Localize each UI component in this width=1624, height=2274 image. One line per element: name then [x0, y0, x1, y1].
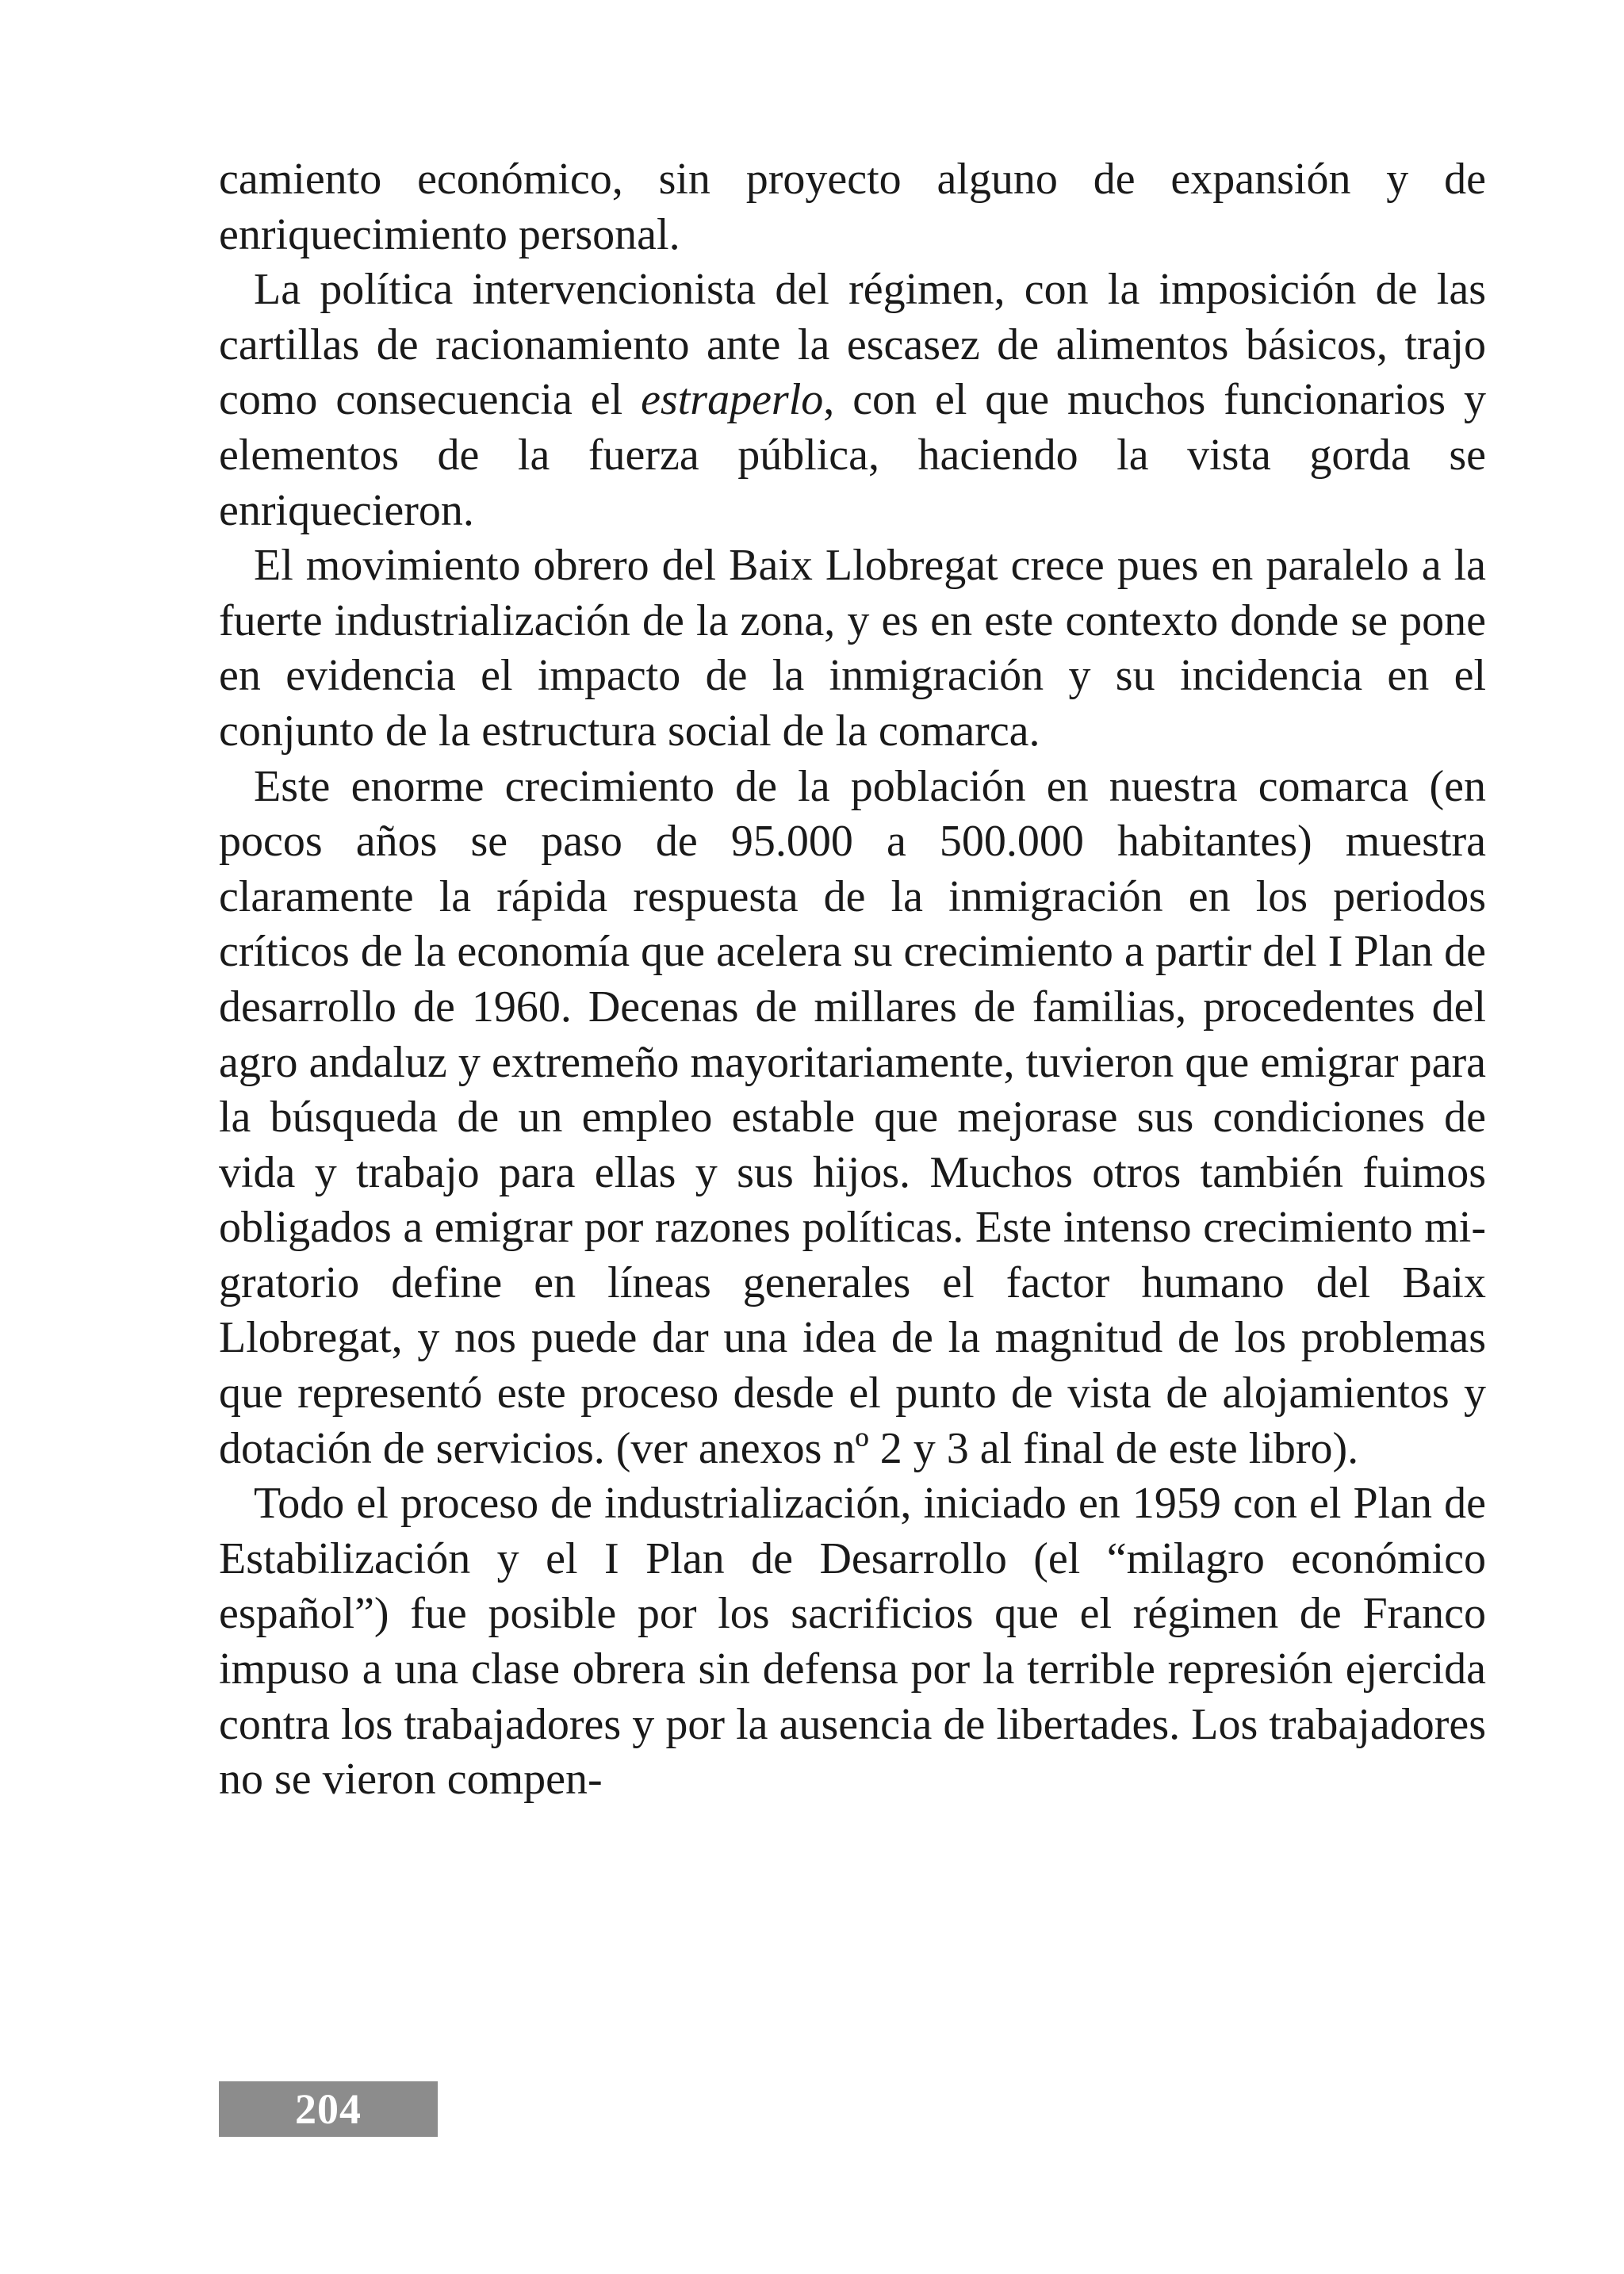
page-number: 204 [295, 2085, 362, 2133]
body-text [219, 152, 1486, 1808]
paragraph-3: El movimiento obrero del Baix Llobregat crece pues en paralelo a la fuerte industrialización de la zona, y es en este contexto donde se pone en evidencia el impacto de la inmigración y su incidencia en el conjunto de la estructura social de la comarca. [219, 541, 1486, 756]
page-number-tab [219, 2081, 438, 2137]
paragraph-2-tail: , con el que muchos funcionarios y elementos de la fuerza pública, haciendo la vista gorda se enriquecieron. [219, 375, 1487, 535]
italic-term-estraperlo: estraperlo [641, 375, 824, 425]
paragraph-1: camiento económico, sin proyecto alguno de expansión y de enriquecimiento personal. [219, 155, 1486, 259]
paragraph-2-lead: La política intervencionista del régimen, con la imposición de las cartillas de racionamiento ante la escasez de alimentos básicos, trajo como consecuencia el [219, 265, 1486, 425]
paragraph-5: Todo el proceso de industrialización, iniciado en 1959 con el Plan de Estabilización y el I Plan de Desarrollo (el “milagro económico español”) fue posible por los sacrificios que el régimen de Franco impuso a una clase obrera sin defensa por la terrible represión ejercida contra los trabajadores y por la ausencia de libertades. Los trabajadores no se vieron compen- [219, 1479, 1486, 1805]
paragraph-4: Este enorme crecimiento de la población en nuestra comarca (en pocos años se paso de 95.000 a 500.000 habitantes) muestra claramente la rápida respuesta de la inmigración en los periodos críticos de la economía que acelera su crecimiento a partir del I Plan de desarrollo de 1960. Decenas de millares de familias, procedentes del agro andaluz y extremeño mayoritariamente, tuvieron que emigrar para la búsqueda de un empleo estable que mejorase sus condiciones de vida y trabajo para ellas y sus hijos. Muchos otros también fuimos obligados a emigrar por razones políticas. Este intenso crecimiento migratorio define en líneas generales el factor humano del Baix Llobregat, y nos puede dar una idea de la magnitud de los problemas que representó este proceso desde el punto de vista de alojamientos y dotación de servicios. (ver anexos nº 2 y 3 al final de este libro). [219, 761, 1486, 1473]
paragraph-2 [219, 262, 1486, 538]
